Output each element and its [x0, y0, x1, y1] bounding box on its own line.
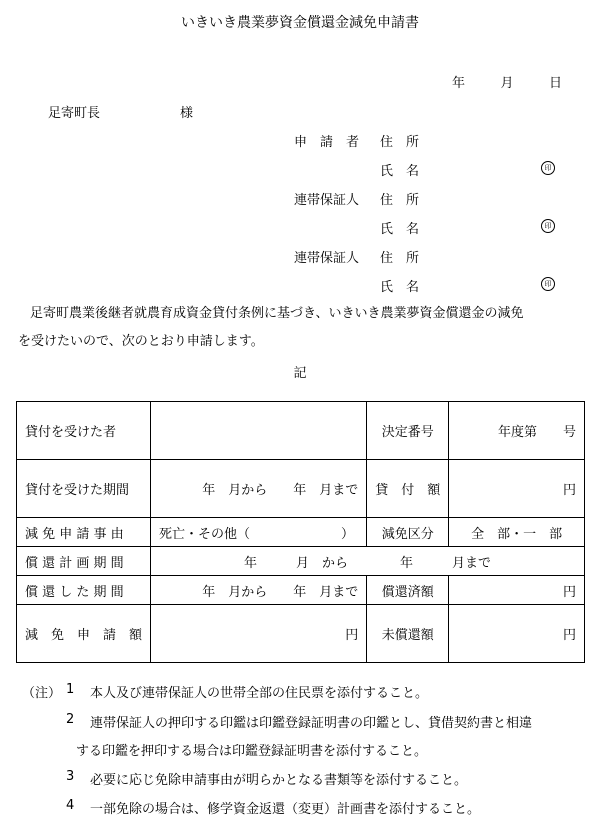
table-row: [17, 605, 585, 663]
repaid-amount-label: 償還済額: [367, 576, 449, 605]
decision-number-field[interactable]: 年度第 号: [449, 402, 585, 460]
application-form-table: [16, 401, 585, 663]
document-title: いきいき農業夢資金償還金減免申請書: [181, 15, 419, 31]
guarantor1-address-label: 住 所: [380, 193, 420, 208]
guarantor1-seal-icon: 印: [541, 219, 555, 233]
ki-heading: 記: [293, 366, 307, 381]
table-row: [17, 576, 585, 605]
note-2-line-1: 連帯保証人の押印する印鑑は印鑑登録証明書の印鑑とし、貸借契約書と相違: [90, 716, 533, 731]
note-3-number: 3: [66, 769, 75, 784]
body-line-1: 足寄町農業後継者就農育成資金貸付条例に基づき、いきいき農業夢資金償還金の減免: [30, 306, 524, 321]
guarantor2-address-label: 住 所: [380, 251, 420, 266]
exemption-amount-label: 減 免 申 請 額: [17, 605, 151, 663]
exemption-reason-field[interactable]: 死亡・その他（ ）: [151, 518, 367, 547]
loan-period-field[interactable]: 年 月から 年 月まで: [151, 460, 367, 518]
date-month: 月: [500, 76, 514, 91]
borrower-field[interactable]: [151, 402, 367, 460]
exemption-type-label: 減免区分: [367, 518, 449, 547]
exemption-type-field[interactable]: 全 部・一 部: [449, 518, 585, 547]
note-1-number: 1: [66, 682, 75, 697]
notes-prefix: （注）: [22, 686, 62, 701]
guarantor2-seal-icon: 印: [541, 277, 555, 291]
exemption-reason-label: 減 免 申 請 事 由: [17, 518, 151, 547]
repayment-plan-period-label: 償 還 計 画 期 間: [17, 547, 151, 576]
table-row: [17, 518, 585, 547]
guarantor2-name-label: 氏 名: [380, 280, 420, 295]
guarantor2-role: 連帯保証人: [294, 251, 360, 266]
applicant-seal-icon: 印: [541, 161, 555, 175]
table-row: [17, 547, 585, 576]
applicant-name-label: 氏 名: [380, 164, 420, 179]
addressee-honorific: 様: [180, 106, 194, 121]
table-row: [17, 460, 585, 518]
note-4-number: 4: [66, 798, 75, 813]
date-line: [452, 72, 562, 91]
date-year: 年: [452, 76, 466, 91]
unpaid-amount-field[interactable]: 円: [449, 605, 585, 663]
table-row: [17, 402, 585, 460]
loan-period-label: 貸付を受けた期間: [17, 460, 151, 518]
applicant-role: 申 請 者: [294, 135, 360, 150]
date-day: 日: [548, 76, 562, 91]
note-3: 必要に応じ免除申請事由が明らかとなる書類等を添付すること。: [90, 773, 468, 788]
repayment-plan-period-field[interactable]: 年 月 から 年 月まで: [151, 547, 585, 576]
loan-amount-field[interactable]: 円: [449, 460, 585, 518]
addressee: [48, 102, 194, 121]
guarantor1-role: 連帯保証人: [294, 193, 360, 208]
body-line-2: を受けたいので、次のとおり申請します。: [18, 334, 264, 349]
repaid-period-field[interactable]: 年 月から 年 月まで: [151, 576, 367, 605]
guarantor1-name-label: 氏 名: [380, 222, 420, 237]
note-2-line-2: する印鑑を押印する場合は印鑑登録証明書を添付すること。: [76, 744, 428, 759]
note-4: 一部免除の場合は、修学資金返還（変更）計画書を添付すること。: [90, 802, 481, 817]
addressee-name: 足寄町長: [48, 106, 101, 121]
repaid-period-label: 償 還 し た 期 間: [17, 576, 151, 605]
unpaid-amount-label: 未償還額: [367, 605, 449, 663]
exemption-amount-field[interactable]: 円: [151, 605, 367, 663]
note-1: 本人及び連帯保証人の世帯全部の住民票を添付すること。: [90, 686, 429, 701]
note-2-number: 2: [66, 712, 75, 727]
repaid-amount-field[interactable]: 円: [449, 576, 585, 605]
decision-number-label: 決定番号: [367, 402, 449, 460]
loan-amount-label: 貸 付 額: [367, 460, 449, 518]
applicant-address-label: 住 所: [380, 135, 420, 150]
borrower-label: 貸付を受けた者: [17, 402, 151, 460]
